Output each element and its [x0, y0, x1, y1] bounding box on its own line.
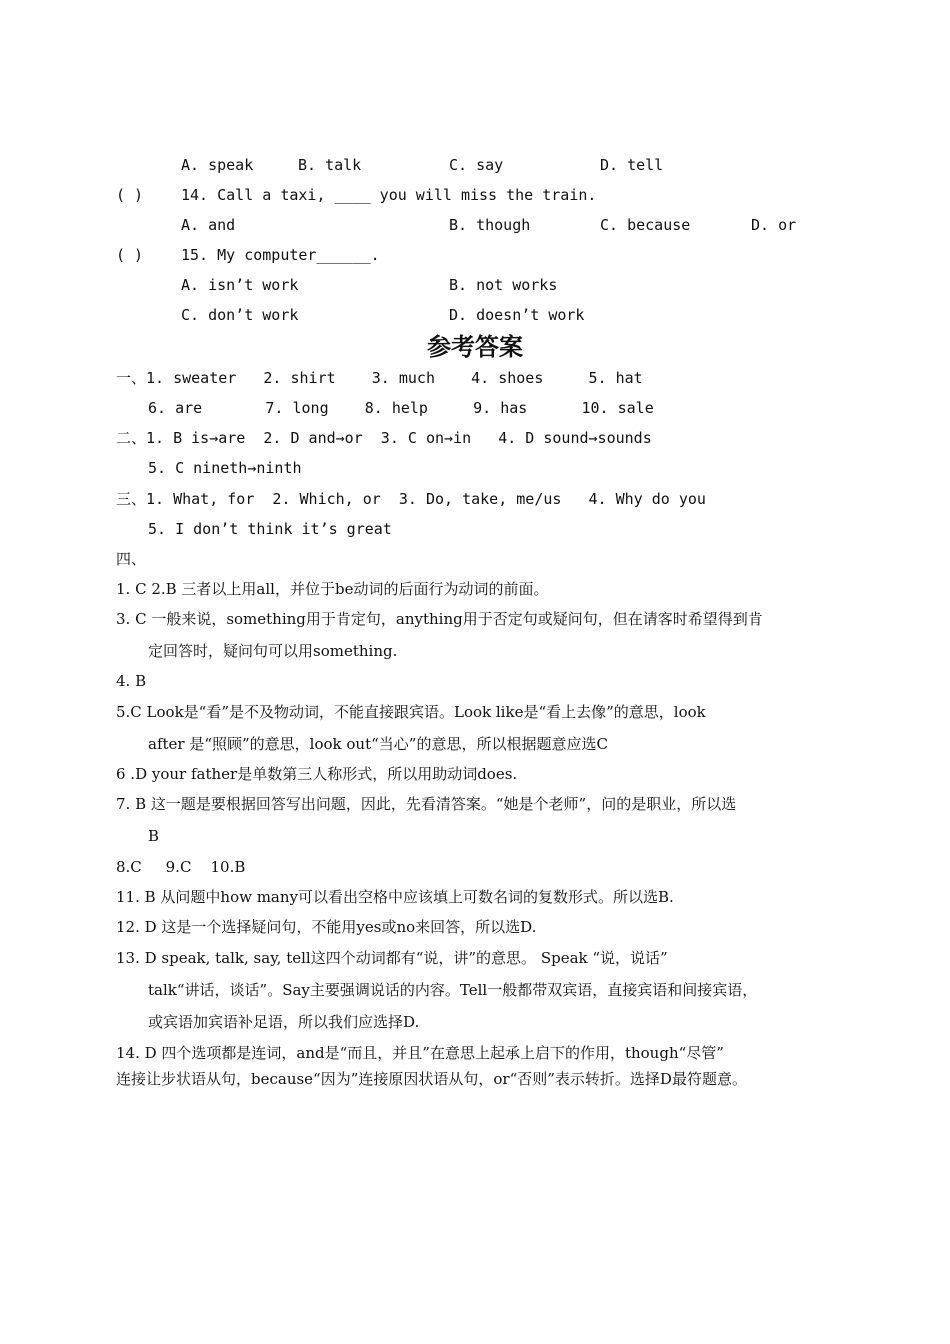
q15-option-c: C. don’t work	[181, 306, 299, 324]
explanation-13-line-3: 或宾语加宾语补足语，所以我们应选择D.	[148, 1013, 420, 1031]
explanation-14-line-2: 连接让步状语从句，because“因为”连接原因状语从句，or“否则”表示转折。选择D最符题意。	[116, 1070, 747, 1088]
explanation-5-line-1: 5.C Look是“看”是不及物动词，不能直接跟宾语。Look like是“看上去像”的意思，look	[116, 703, 706, 721]
explanation-14-line-1: 14. D 四个选项都是连词，and是“而且，并且”在意思上起承上启下的作用，though“尽管”	[116, 1044, 724, 1062]
q14-option-c: C. because	[600, 216, 691, 234]
q15-option-a: A. isn’t work	[181, 276, 299, 294]
explanation-1: 1. C 2.B 三者以上用all，并位于be动词的后面行为动词的前面。	[116, 580, 549, 598]
explanation-3-line-1: 3. C 一般来说，something用于肯定句，anything用于否定句或疑问句，但在请客时希望得到肯	[116, 610, 763, 628]
section-2-line-1: 二、1. B is→are 2. D and→or 3. C on→in 4. D sound→sounds	[116, 429, 652, 447]
q15-answer-paren: ( )	[116, 246, 144, 264]
q13-option-d: D. tell	[600, 156, 664, 174]
section-1-line-1: 一、1. sweater 2. shirt 3. much 4. shoes 5. hat	[116, 369, 643, 387]
explanation-3-line-2: 定回答时，疑问句可以用something.	[148, 642, 398, 660]
section-1-line-2: 6. are 7. long 8. help 9. has 10. sale	[148, 399, 654, 417]
q13-option-b: B. talk	[298, 156, 362, 174]
explanation-12: 12. D 这是一个选择疑问句，不能用yes或no来回答，所以选D.	[116, 918, 537, 936]
explanation-13-line-1: 13. D speak, talk, say, tell这四个动词都有“说，讲”的意思。 Speak “说，说话”	[116, 949, 668, 967]
q14-option-a: A. and	[181, 216, 236, 234]
q14-option-d: D. or	[751, 216, 797, 234]
explanation-13-line-2: talk“讲话，谈话”。Say主要强调说话的内容。Tell一般都带双宾语，直接宾语和间接宾语，	[148, 981, 758, 999]
explanation-5-line-2: after 是“照顾”的意思，look out“当心”的意思，所以根据题意应选C	[148, 735, 608, 753]
explanation-4: 4. B	[116, 672, 147, 690]
explanation-6: 6 .D your father是单数第三人称形式，所以用助动词does.	[116, 765, 518, 783]
section-3-line-2: 5. I don’t think it’s great	[148, 520, 392, 538]
explanation-8-10: 8.C 9.C 10.B	[116, 858, 246, 876]
section-4-heading: 四、	[116, 550, 147, 568]
q14-answer-paren: ( )	[116, 186, 144, 204]
q15-stem: 15. My computer______.	[181, 246, 380, 264]
q14-stem: 14. Call a taxi, ____ you will miss the train.	[181, 186, 597, 204]
answers-title: 参考答案	[427, 332, 523, 361]
q15-option-d: D. doesn’t work	[449, 306, 585, 324]
q13-option-a: A. speak	[181, 156, 254, 174]
section-3-line-1: 三、1. What, for 2. Which, or 3. Do, take, me/us 4. Why do you	[116, 490, 706, 508]
explanation-11: 11. B 从问题中how many可以看出空格中应该填上可数名词的复数形式。所以选B.	[116, 888, 674, 906]
q13-option-c: C. say	[449, 156, 504, 174]
section-2-line-2: 5. C nineth→ninth	[148, 459, 302, 477]
explanation-7-line-2: B	[148, 827, 160, 845]
q14-option-b: B. though	[449, 216, 531, 234]
explanation-7-line-1: 7. B 这一题是要根据回答写出问题，因此，先看清答案。“她是个老师”，问的是职业，所以选	[116, 795, 737, 813]
q15-option-b: B. not works	[449, 276, 558, 294]
